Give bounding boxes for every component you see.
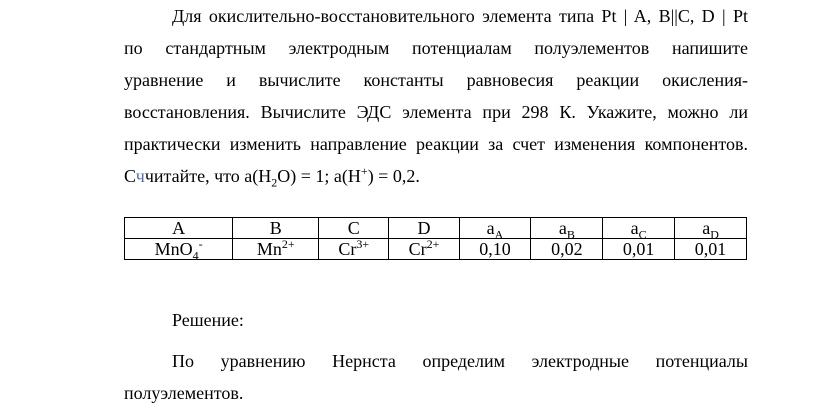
header-ab: $a_B$ [531, 218, 603, 239]
table-row [125, 239, 747, 260]
problem-line-4: восстановления. Вычислите ЭДС элемента при 298 К. Укажите, можно ли [124, 102, 748, 122]
cursor-mark-icon: ч [135, 166, 145, 186]
cell-d: $Cr^{2+}$ [389, 239, 459, 260]
cell-c: $Cr^{3+}$ [319, 239, 389, 260]
cell-aa: 0,10 [459, 239, 531, 260]
problem-line-2: по стандартным электродным потенциалам полуэлементов напишите [124, 38, 748, 58]
header-b: B [233, 218, 319, 239]
problem-line-1: Для окислительно-восстановительного элемента типа Pt | A, B||C, D | Pt [172, 6, 748, 26]
cell-b: $Mn^{2+}$ [233, 239, 319, 260]
problem-line-3: уравнение и вычислите константы равновесия реакции окисления- [124, 70, 748, 90]
header-a: A [125, 218, 233, 239]
header-d: D [389, 218, 459, 239]
cell-ab: 0,02 [531, 239, 603, 260]
solution-paragraph [124, 345, 748, 409]
problem-statement [124, 0, 748, 192]
data-table [124, 217, 747, 263]
cell-ac: 0,01 [603, 239, 675, 260]
solution-line-1: По уравнению Нернста определим электродные потенциалы [172, 351, 748, 371]
cell-ad: 0,01 [675, 239, 747, 260]
problem-line-5: практически изменить направление реакции за счет изменения компонентов. [124, 134, 748, 154]
header-aa: $a_A$ [459, 218, 531, 239]
problem-line-6: Сччитайте, что $a(H_2O) = 1$; a(H+) = 0,2. [124, 164, 420, 190]
header-ac: $a_C$ [603, 218, 675, 239]
header-ad: $a_D$ [675, 218, 747, 239]
table-header-row [125, 218, 747, 239]
cell-a: MnO$_4$- [125, 239, 233, 260]
solution-line-2: полуэлементов. [124, 383, 244, 403]
solution-heading: Решение: [172, 310, 244, 330]
header-c: C [319, 218, 389, 239]
